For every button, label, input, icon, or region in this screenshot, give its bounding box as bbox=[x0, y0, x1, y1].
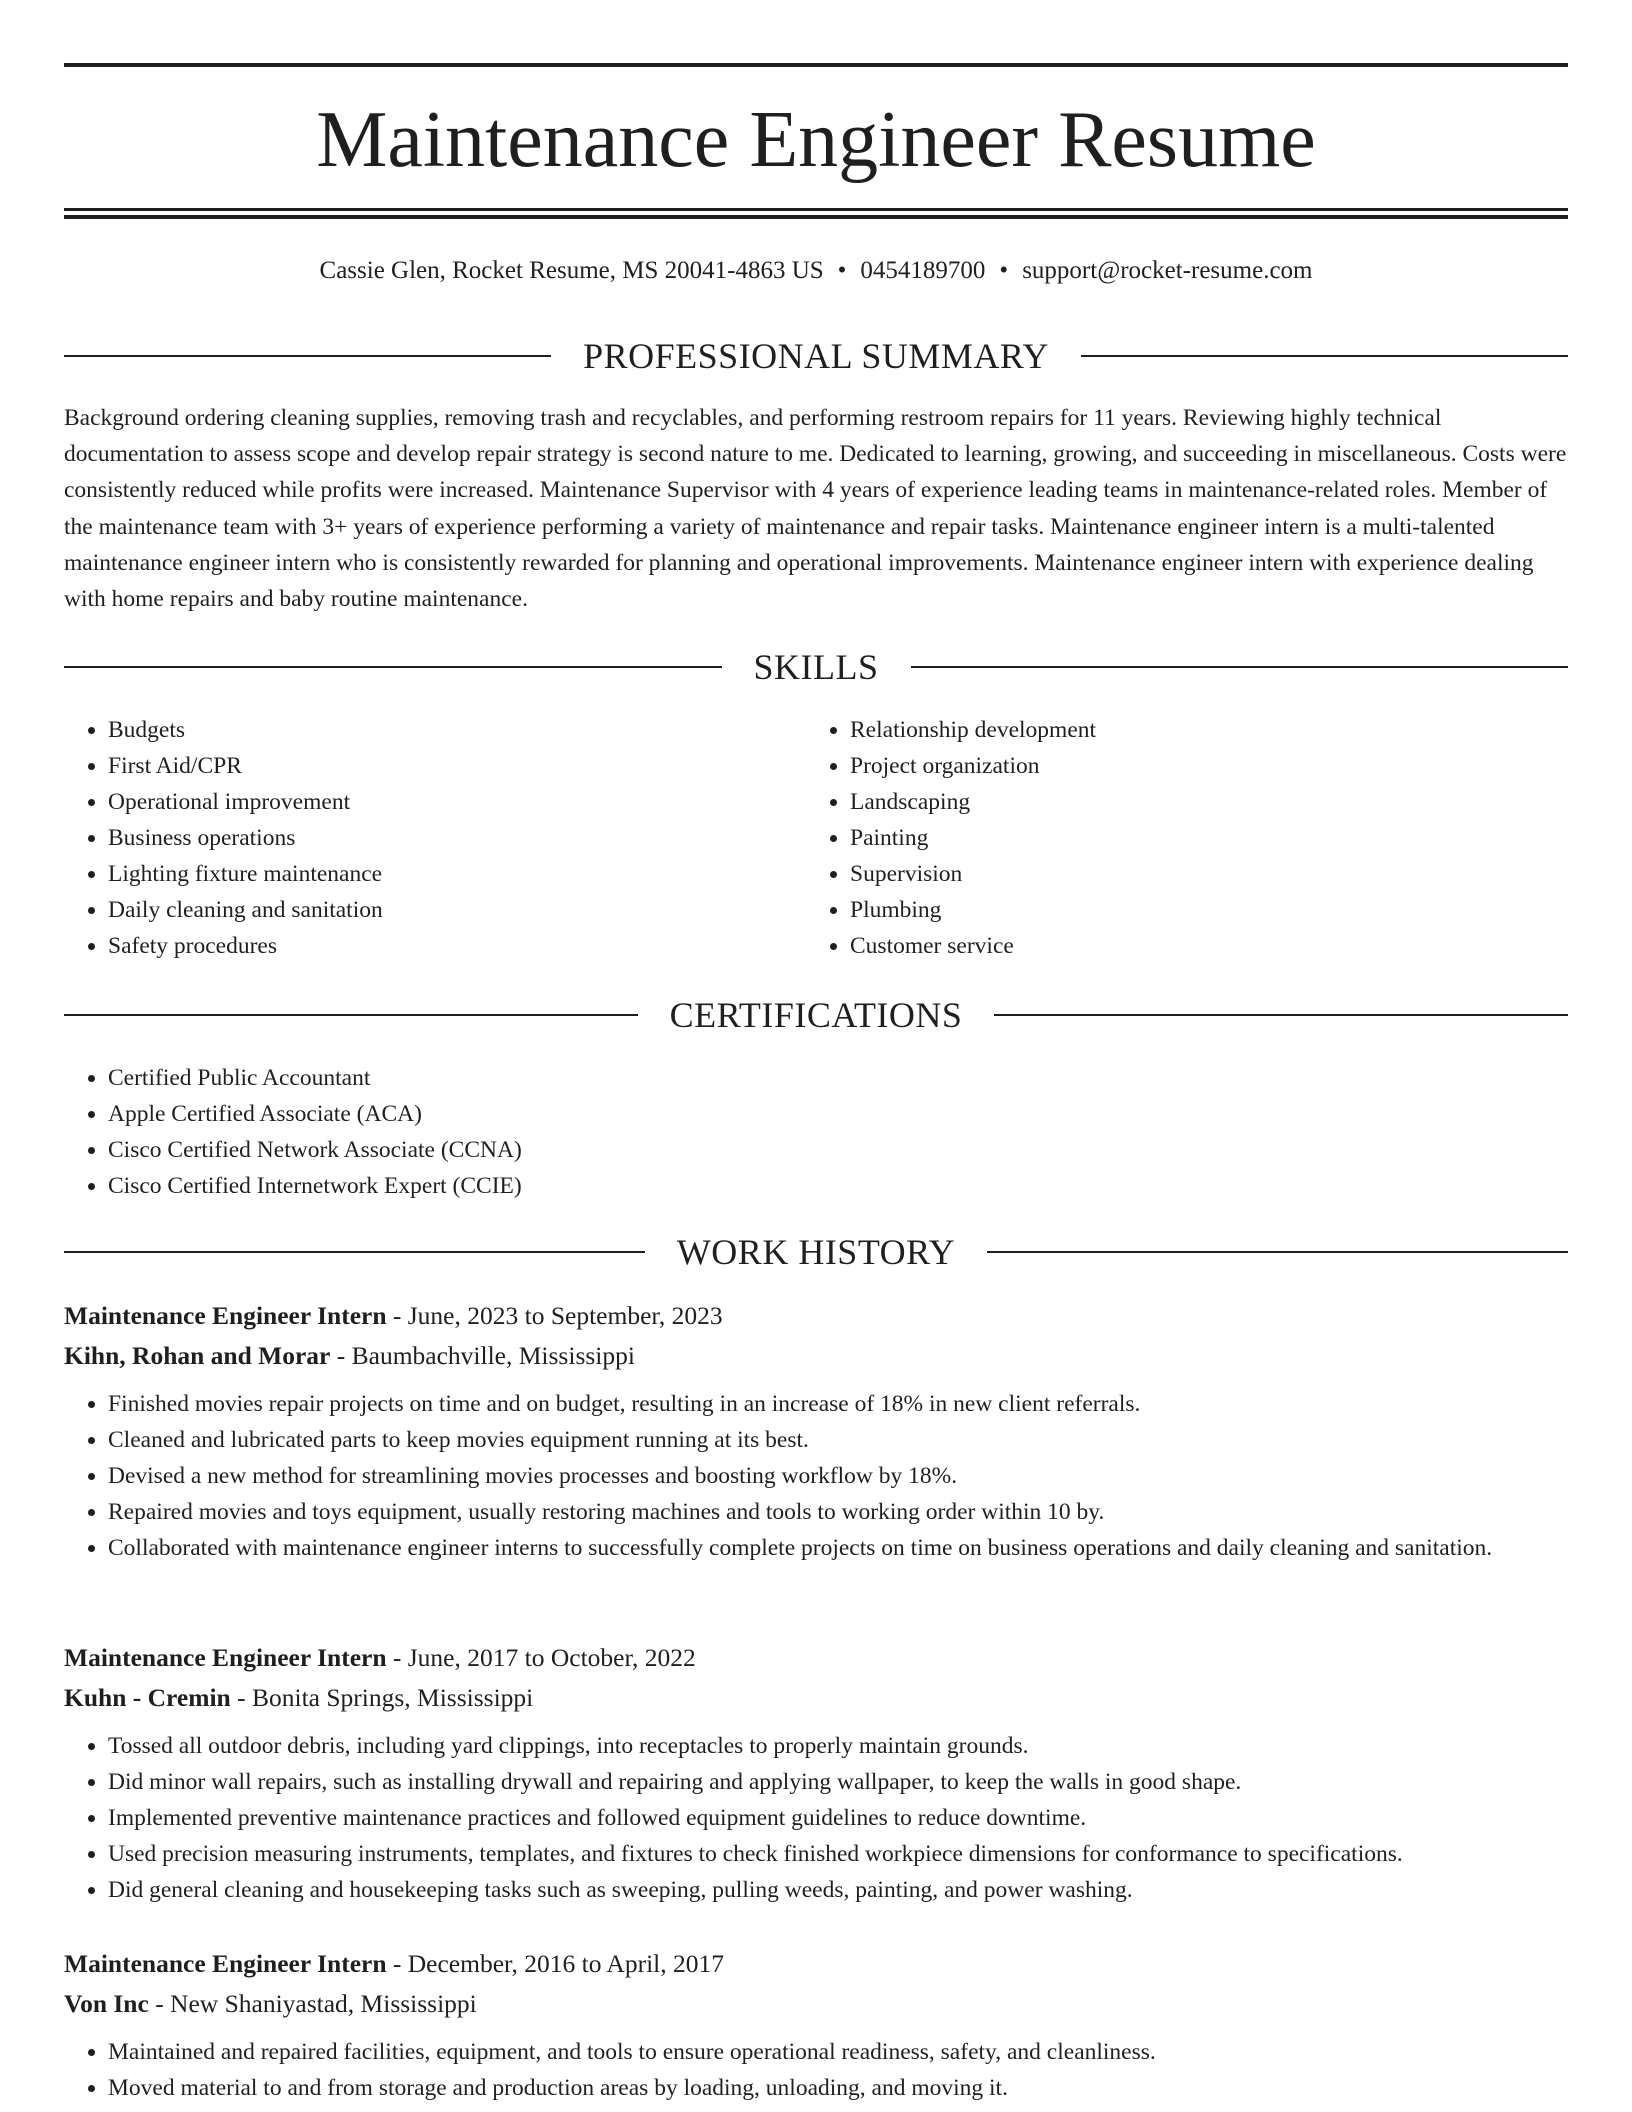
section-rule bbox=[987, 1251, 1568, 1253]
list-item: • Did general cleaning and housekeeping tasks such as sweeping, pulling weeds, painting, and power washing. bbox=[108, 1872, 1568, 1908]
contact-email: support@rocket-resume.com bbox=[1022, 257, 1313, 284]
section-rule bbox=[64, 666, 722, 668]
section-title: CERTIFICATIONS bbox=[669, 995, 963, 1035]
list-item: • Project organization bbox=[850, 748, 1548, 784]
list-item: • First Aid/CPR bbox=[108, 748, 806, 784]
list-item: • Customer service bbox=[850, 928, 1548, 964]
list-item: • Certified Public Accountant bbox=[108, 1060, 1568, 1096]
list-item: • Apple Certified Associate (ACA) bbox=[108, 1096, 1568, 1132]
section-title: WORK HISTORY bbox=[676, 1232, 956, 1272]
list-item: • Daily cleaning and sanitation bbox=[108, 892, 806, 928]
job-location: - Baumbachville, Mississippi bbox=[330, 1341, 635, 1370]
skills-list-left bbox=[64, 712, 806, 964]
list-item: • Business operations bbox=[108, 820, 806, 856]
list-item: • Maintained and repaired facilities, equipment, and tools to ensure operational readiness, safety, and cleanliness. bbox=[108, 2034, 1568, 2070]
job-company: Kihn, Rohan and Morar bbox=[64, 1341, 331, 1370]
job-role: Maintenance Engineer Intern bbox=[64, 1949, 387, 1978]
list-item: • Cisco Certified Network Associate (CCNA) bbox=[108, 1132, 1568, 1168]
contact-line bbox=[64, 254, 1568, 288]
section-title: SKILLS bbox=[753, 647, 879, 687]
top-rule bbox=[64, 63, 1568, 67]
list-item: • Lighting fixture maintenance bbox=[108, 856, 806, 892]
section-title: PROFESSIONAL SUMMARY bbox=[583, 336, 1049, 376]
job-company-line bbox=[64, 1336, 1568, 1376]
section-header-summary bbox=[64, 334, 1568, 378]
job-role-line bbox=[64, 1296, 1568, 1336]
section-rule bbox=[911, 666, 1569, 668]
list-item: • Tossed all outdoor debris, including yard clippings, into receptacles to properly maintain grounds. bbox=[108, 1728, 1568, 1764]
job-company: Kuhn - Cremin bbox=[64, 1683, 231, 1712]
job-bullets bbox=[64, 2034, 1568, 2106]
section-rule bbox=[64, 355, 551, 357]
job-company-line bbox=[64, 1678, 1568, 1718]
job-role-line bbox=[64, 1944, 1568, 1984]
resume-title: Maintenance Engineer Resume bbox=[316, 96, 1316, 184]
job-location: - Bonita Springs, Mississippi bbox=[230, 1683, 534, 1712]
list-item: • Cleaned and lubricated parts to keep movies equipment running at its best. bbox=[108, 1422, 1568, 1458]
section-rule bbox=[994, 1014, 1568, 1016]
job-location: - New Shaniyastad, Mississippi bbox=[148, 1989, 477, 2018]
contact-separator: • bbox=[837, 257, 847, 284]
job-dates: - December, 2016 to April, 2017 bbox=[386, 1949, 725, 1978]
skills-column-right bbox=[806, 712, 1548, 964]
contact-address: Cassie Glen, Rocket Resume, MS 20041-4863 US bbox=[319, 257, 824, 284]
job-company: Von Inc bbox=[64, 1989, 149, 2018]
section-rule bbox=[64, 1251, 645, 1253]
list-item: • Budgets bbox=[108, 712, 806, 748]
section-header-skills bbox=[64, 645, 1568, 689]
list-item: • Implemented preventive maintenance practices and followed equipment guidelines to reduce downtime. bbox=[108, 1800, 1568, 1836]
skills-columns bbox=[64, 712, 1568, 964]
contact-separator: • bbox=[999, 257, 1009, 284]
list-item: • Did minor wall repairs, such as installing drywall and repairing and applying wallpaper, to keep the walls in good shape. bbox=[108, 1764, 1568, 1800]
list-item: • Used precision measuring instruments, templates, and fixtures to check finished workpiece dimensions for conformance to specifications. bbox=[108, 1836, 1568, 1872]
skills-list-right bbox=[806, 712, 1548, 964]
job-dates: - June, 2017 to October, 2022 bbox=[386, 1643, 696, 1672]
list-item: • Collaborated with maintenance engineer interns to successfully complete projects on time on business operations and daily cleaning and sanitation. bbox=[108, 1530, 1568, 1566]
list-item: • Relationship development bbox=[850, 712, 1548, 748]
job-entry bbox=[64, 1944, 1568, 2106]
job-company-line bbox=[64, 1984, 1568, 2024]
contact-phone: 0454189700 bbox=[860, 257, 986, 284]
job-entry bbox=[64, 1296, 1568, 1566]
list-item: • Finished movies repair projects on time and on budget, resulting in an increase of 18% in new client referrals. bbox=[108, 1386, 1568, 1422]
list-item: • Repaired movies and toys equipment, usually restoring machines and tools to working order within 10 by. bbox=[108, 1494, 1568, 1530]
summary-paragraph: Background ordering cleaning supplies, removing trash and recyclables, and performing restroom repairs for 11 years. Reviewing highly technical documentation to assess scope and develop repair strategy is second nature to me. Dedicated to learning, growing, and succeeding in miscellaneous. Costs were consistently reduced while profits were increased. Maintenance Supervisor with 4 years of experience leading teams in maintenance-related roles. Member of the maintenance team with 3+ years of experience performing a variety of maintenance and repair tasks. Maintenance engineer intern is a multi-talented maintenance engineer intern who is consistently rewarded for planning and operational improvements. Maintenance engineer intern with experience dealing with home repairs and baby routine maintenance. bbox=[64, 405, 1567, 613]
job-bullets bbox=[64, 1728, 1568, 1908]
job-role-line bbox=[64, 1638, 1568, 1678]
list-item: • Operational improvement bbox=[108, 784, 806, 820]
list-item: • Devised a new method for streamlining movies processes and boosting workflow by 18%. bbox=[108, 1458, 1568, 1494]
title-double-rule bbox=[64, 208, 1568, 219]
skills-column-left bbox=[64, 712, 806, 964]
section-header-work-history bbox=[64, 1230, 1568, 1274]
section-header-certifications bbox=[64, 993, 1568, 1037]
list-item: • Supervision bbox=[850, 856, 1548, 892]
list-item: • Safety procedures bbox=[108, 928, 806, 964]
section-rule bbox=[64, 1014, 638, 1016]
list-item: • Cisco Certified Internetwork Expert (CCIE) bbox=[108, 1168, 1568, 1204]
job-dates: - June, 2023 to September, 2023 bbox=[386, 1301, 723, 1330]
section-rule bbox=[1081, 355, 1568, 357]
list-item: • Moved material to and from storage and production areas by loading, unloading, and moving it. bbox=[108, 2070, 1568, 2106]
job-role: Maintenance Engineer Intern bbox=[64, 1301, 387, 1330]
list-item: • Painting bbox=[850, 820, 1548, 856]
certifications-list bbox=[64, 1060, 1568, 1204]
job-entry bbox=[64, 1638, 1568, 1908]
job-role: Maintenance Engineer Intern bbox=[64, 1643, 387, 1672]
job-bullets bbox=[64, 1386, 1568, 1566]
list-item: • Plumbing bbox=[850, 892, 1548, 928]
list-item: • Landscaping bbox=[850, 784, 1548, 820]
certifications-block bbox=[64, 1060, 1568, 1204]
